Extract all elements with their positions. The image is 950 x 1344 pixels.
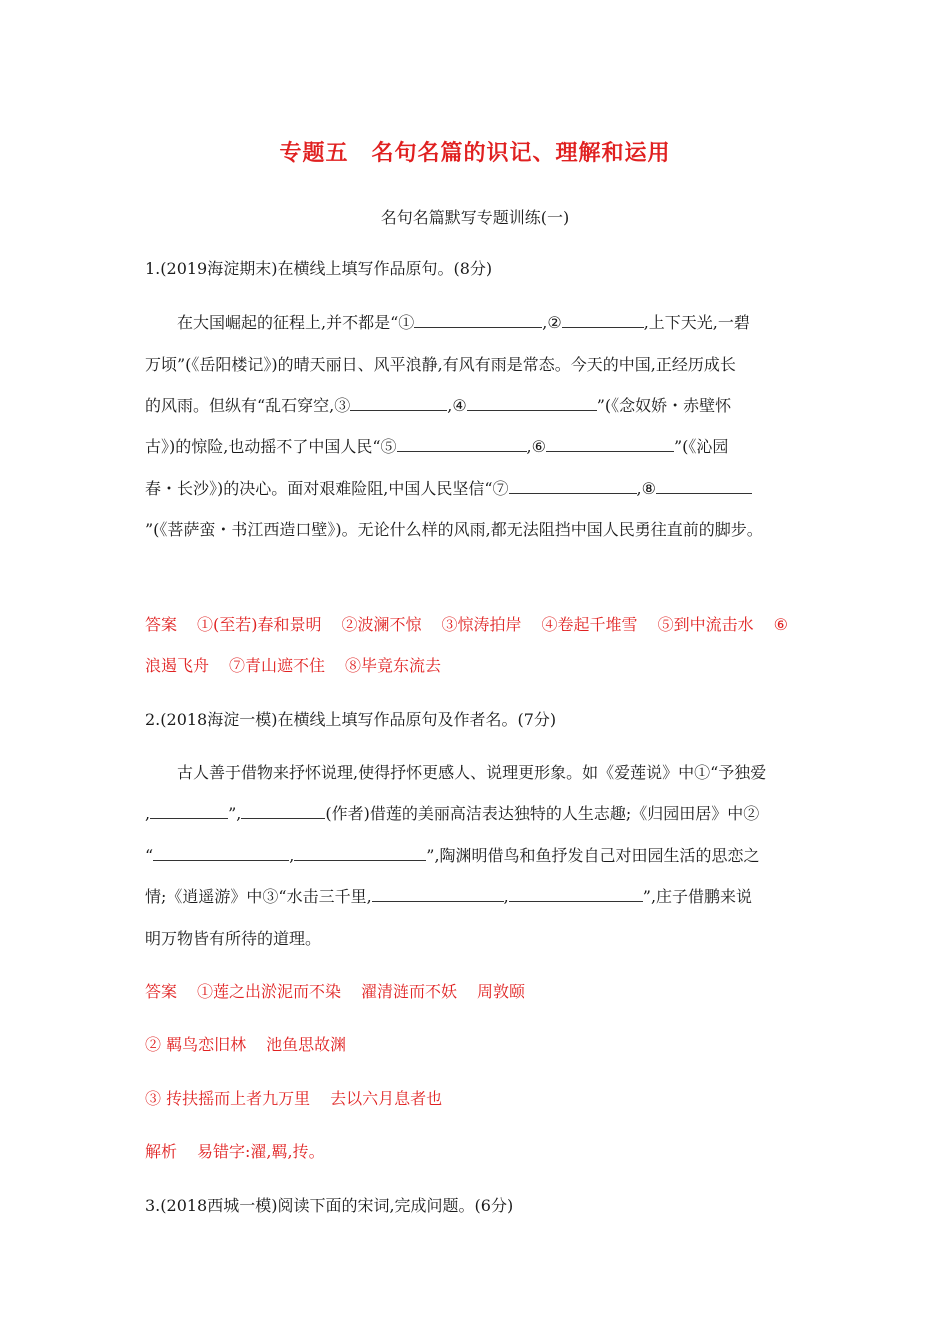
q2-line-4	[145, 884, 752, 907]
q1-answer-line-2	[145, 653, 441, 676]
q1-header: 1.(2019海淀期末)在横线上填写作品原句。(8分)	[145, 259, 493, 278]
answer-item: 周敦颐	[477, 982, 526, 1001]
fill-blank-8[interactable]	[656, 479, 752, 494]
q1-text: 的风雨。但纵有“乱石穿空,③	[145, 396, 351, 415]
q2-answer-2	[145, 1032, 346, 1055]
fill-blank-4[interactable]	[467, 396, 597, 411]
fill-blank-6[interactable]	[546, 437, 674, 452]
q1-text: ”(《沁园	[673, 437, 729, 456]
fill-blank-3[interactable]	[350, 396, 447, 411]
answer-item: ③ 抟扶摇而上者九万里	[145, 1089, 311, 1108]
q1-text: ,④	[447, 396, 467, 415]
fill-blank-2-5[interactable]	[372, 887, 504, 902]
answer-item: ③惊涛拍岸	[441, 615, 522, 634]
answer-item: ④卷起千堆雪	[541, 615, 638, 634]
fill-blank-2-1[interactable]	[150, 804, 228, 819]
q2-text: ”,	[228, 804, 242, 823]
q1-line-3	[145, 393, 731, 416]
q2-line-5: 明万物皆有所待的道理。	[145, 929, 322, 948]
q2-text: 情;《逍遥游》中③“水击三千里,	[145, 887, 372, 906]
fill-blank-7[interactable]	[509, 479, 637, 494]
fill-blank-2-2[interactable]	[241, 804, 325, 819]
q2-line-1: 古人善于借物来抒怀说理,使得抒怀更感人、说理更形象。如《爱莲说》中①“予独爱	[177, 763, 767, 782]
q2-line-2	[145, 801, 759, 824]
fill-blank-2[interactable]	[562, 313, 644, 328]
q1-answer-line-1	[145, 612, 788, 635]
q1-text: ”(《念奴娇・赤壁怀	[596, 396, 732, 415]
q2-header: 2.(2018海淀一模)在横线上填写作品原句及作者名。(7分)	[145, 710, 557, 729]
q2-text: ,	[503, 887, 509, 906]
analysis-label: 解析	[145, 1142, 178, 1161]
q2-text: (作者)借莲的美丽高洁表达独特的人生志趣;《归园田居》中②	[325, 804, 760, 823]
answer-item: ⑥	[773, 615, 788, 634]
answer-item: ② 羁鸟恋旧林	[145, 1035, 247, 1054]
q2-text: ”,陶渊明借鸟和鱼抒发自己对田园生活的思恋之	[426, 846, 760, 865]
q2-text: ”,庄子借鹏来说	[642, 887, 753, 906]
q2-text: ,	[145, 804, 151, 823]
q1-text: 古》)的惊险,也动摇不了中国人民“⑤	[145, 437, 397, 456]
fill-blank-2-6[interactable]	[509, 887, 643, 902]
q2-text: “	[145, 846, 154, 865]
answer-item: 去以六月息者也	[330, 1089, 443, 1108]
q1-text: ,上下天光,一碧	[643, 313, 750, 332]
answer-item: 濯清涟而不妖	[361, 982, 458, 1001]
answer-item: ①(至若)春和景明	[197, 615, 322, 634]
q3-header: 3.(2018西城一模)阅读下面的宋词,完成问题。(6分)	[145, 1196, 514, 1215]
fill-blank-1[interactable]	[414, 313, 542, 328]
answer-item: 浪遏飞舟	[145, 656, 210, 675]
q1-text: ,⑧	[636, 479, 656, 498]
q1-line-4	[145, 434, 728, 457]
answer-item: ⑧毕竟东流去	[345, 656, 442, 675]
q1-line-1	[177, 310, 750, 333]
answer-item: ⑦青山遮不住	[229, 656, 326, 675]
answer-label: 答案	[145, 615, 178, 634]
fill-blank-5[interactable]	[397, 437, 527, 452]
q2-analysis	[145, 1139, 325, 1162]
q1-line-6: ”(《菩萨蛮・书江西造口壁》)。无论什么样的风雨,都无法阻挡中国人民勇往直前的脚步。	[145, 520, 763, 539]
q2-text: ,	[289, 846, 295, 865]
answer-item: ⑤到中流击水	[657, 615, 754, 634]
q1-text: ,②	[542, 313, 562, 332]
q2-line-3	[145, 843, 760, 866]
analysis-text: 易错字:濯,羁,抟。	[197, 1142, 325, 1161]
answer-item: ①莲之出淤泥而不染	[197, 982, 342, 1001]
q2-answer-3	[145, 1086, 442, 1109]
q2-answer-1	[145, 979, 525, 1002]
q1-text: ,⑥	[526, 437, 546, 456]
answer-item: ②波澜不惊	[341, 615, 422, 634]
q1-text: 在大国崛起的征程上,并不都是“①	[177, 313, 415, 332]
q1-text: 春・长沙》)的决心。面对艰难险阻,中国人民坚信“⑦	[145, 479, 509, 498]
answer-item: 池鱼思故渊	[266, 1035, 347, 1054]
page-title: 专题五 名句名篇的识记、理解和运用	[279, 141, 671, 166]
q1-line-5	[145, 476, 752, 499]
answer-label: 答案	[145, 982, 178, 1001]
q1-line-2: 万顷”(《岳阳楼记》)的晴天丽日、风平浪静,有风有雨是常态。今天的中国,正经历成长	[145, 355, 736, 374]
fill-blank-2-4[interactable]	[294, 846, 426, 861]
fill-blank-2-3[interactable]	[153, 846, 289, 861]
page-subtitle: 名句名篇默写专题训练(一)	[380, 208, 570, 227]
